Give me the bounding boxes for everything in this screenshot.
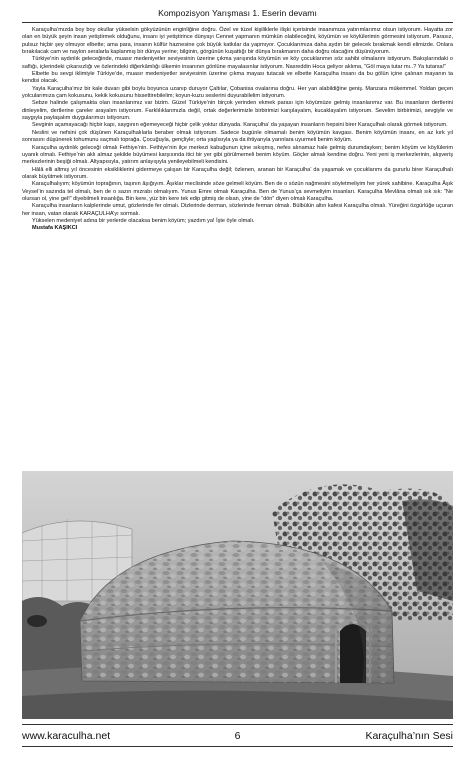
article-paragraph: Hâlâ elli altmış yıl öncesinin eksikliklerini gidermeye çalışan bir Karaçulha değil; özlenen, aranan bir Karaçulha’ da yaşamak ve çocuklarımı da gururlu birer Karaçulhalı olarak büyütmek istiyorum. — [22, 166, 453, 180]
article-paragraph: Yayla Karaçulha’mız bir kale duvarı gibi boylu boyunca uzanıp duruyor Çaltılar, Çobanisa ovalarına doğru. Her yan alabildiğine geniş. Manzara mükemmel. Yoldan geçen yolcularımıza çam kokusunu, kekik kokusunu hissettirebilelim; koyun-kuzu seslerini duyurabilelim istiyorum. — [22, 85, 453, 100]
stone-dome-illustration — [22, 471, 453, 719]
stone-dome-photo — [22, 471, 453, 719]
footer-divider-top — [22, 724, 453, 725]
article-paragraph: Elbette bu sevgi iklimiyle Türkiye’de, muasır medeniyetler seviyesinin üzerine çıkma mayası tutacak ve elbette Karaçulha insanı da bu gölün içine çalınan mayanın ta kendisi olacak. — [22, 71, 453, 85]
article-paragraph: Yükselen medeniyet adına bir yerlerde olacaksa benim köyüm; yazdım ya! İşte öyle olmalı. — [32, 217, 255, 224]
article-paragraph: Sevginin açamayacağı hiçbir kapı, saygının eğemeyeceği hiçbir çelik yoktur dünyada. Karaçulha’ da yaşayan insanların hepsini birer Karaçulhalı olarak görmek istiyorum. — [32, 122, 448, 129]
article-paragraph: Karaçulha aydınlık geleceği olmalı Fethiye’nin. Fethiye’nin ilçe merkezi kabuğunun içine sıkışmış, nefes alınamaz hale gelmiş durumdayken; benim köyüm ve köylülerim uyanık olmalı. Fethiye’nin aklı almaz şekilde büyümesi karşısında itici bir yer gibi görülmemeli benim köyüm. Göçler almalı kendine doğru. Yeni yeni iş merkezlerinin, alışveriş merkezlerinin beşiği olmalı. Altyapısıyla, yatırım anlayışıyla yenileyebilmeli kendisini. — [22, 144, 453, 166]
article-paragraph: Neslini ve nefsini çok düşünen Karaçulhalılarla beraber olmak istiyorum. Sadece bugünle olmamalı benim köyümün kavgası. Benim köyümün insanı, en az kırk yıl sonrasını düşünerek tohumunu saçmalı toprağa. Çocuğuyla, gençliyle; orta yaşlısıyla ya da ihtiyarıyla yarınlara uyurmeli benim köyüm. — [22, 129, 453, 144]
publication-name: Karaçulha’nın Sesi — [365, 730, 453, 742]
article-paragraph: Türkiye’nin aydınlık geleceğinde, muasır medeniyetler seviyesinin üzerine çıkma yarışında köyümün ve köy çocuklarımın söz sahibi olmalarını istiyorum. Bakışlarındaki o saflığı, içlerindeki çıkarsızlığı ve özlerindeki diğerkâmlığı ülkemin insanının gönlüne mayalasınlar istiyorum. Nasreddin Hoca geliyor aklıma, “Göl maya tutar mı..? Ya tutarsa!” — [22, 56, 453, 70]
footer-divider-bottom — [22, 746, 453, 747]
page-footer — [22, 727, 453, 745]
website-link[interactable]: www.karaculha.net — [22, 730, 111, 742]
article-body — [22, 27, 453, 233]
article-paragraph: Sebze halinde çalışmakta olan insanlarımız var bizim. Güzel Türkiye’nin birçok yerinden ekmek parası için köyümüze gelmiş insanlarımız var. Bu insanların dertlerini dinleyelim, dertlerine çareler arayalım istiyorum. Farklılıklarımızla değil, ortak değerlerimizle birbirimizi karşılayalım, kucaklayalım istiyorum. Sevelim birbirimizi, sevgiyle ve saygıyla paylaşalım duygularımızı istiyorum. — [22, 100, 453, 122]
article-author: Mustafa KAŞIKCI — [32, 225, 78, 232]
article-paragraph: Karaçulhalıyım; köyümün toprağının, taşının âşığıyım. Âşıklar meclisinde söze gelmeli köyüm. Ben de o sözün nağmesini söyletmeliyim her yürek sahibine. Karaçulha Âşık Veysel’in sazında tel olmalı, ben de o sazın mızrabı olmalıyım. Yunus Emre olmalı Karaçulha. Ben de Yunus’ça sevmeliyim insanları. Karaçulha Mevlâna olmalı sık sık: “Ne olursan ol, yine gel!” diyebilmeli insanlığa. Bin kere, yüz bin kere tek edip gitmiş de olsan, yine de “dön” diyen olmalı Karaçulha. — [22, 181, 453, 202]
article-paragraph: Karaçulha’mızda boy boy okullar yükselsin gökyüzünün enginliğine doğru. Özel ve tüzel kişiliklerle ilişki içerisinde insanımıza yatırımlarımız olsun istiyorum. Hayatta zor olan en büyük şeyin insan yetiştirmek olduğunu, insanı iyi yetiştirince dünyayı Cennet yapmanın mümkün olabileceğini, köyümün ve köylülerimin görmesini istiyorum. Parasız, pulsuz hiçbir şey olmuyor elbette; ama para, insanın külfür haznesine çok büyük katkılar da yapmıyor. Çocuklarımıza daha aydın bir gelecek bırakmak kendi elimizde. Onlara bırakılacak cam ve naylon seralarla kaplanmış bir dünya yerine; bilginin, görgünün kuşattığı bir dünya bırakmanın daha doğru olacağını düşünüyorum. — [22, 27, 453, 56]
page-number: 6 — [234, 730, 241, 742]
header-divider — [22, 22, 453, 23]
article-paragraph: Karaçulha insanların kalplerinde umut, gözlerinde fer olmalı. Dizlerinde derman, sözlerinde ferman olmalı. Bülbülün altın kafesi Karaçulha olmalı. Yüreğini özgürlüğe uçuran her insan, vatan olarak KARAÇULHA’yı sormalı. — [22, 203, 453, 217]
page-header: Kompozisyon Yarışması 1. Eserin devamı — [158, 8, 317, 18]
